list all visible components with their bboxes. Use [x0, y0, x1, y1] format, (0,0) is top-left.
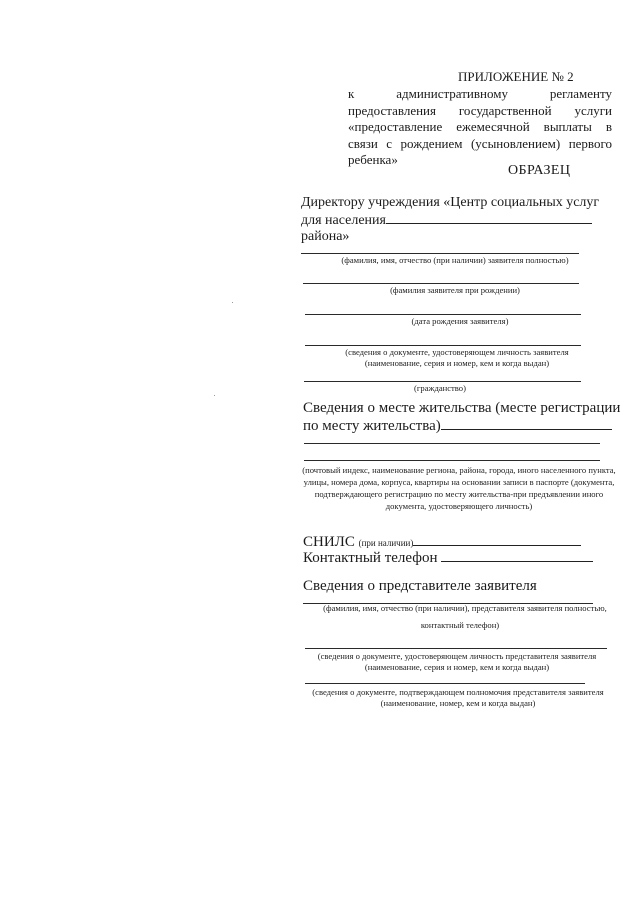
scan-speck: [214, 395, 215, 396]
appendix-title: ПРИЛОЖЕНИЕ № 2: [458, 69, 574, 84]
applicant-birth-date-line[interactable]: [305, 314, 581, 315]
appendix-reference: к административному регламенту предоставления государственной услуги «предоставление ежемесячной выплаты в связи с рождением (усыновлением) первого ребенка»: [348, 86, 612, 167]
phone-row: [303, 549, 593, 567]
residence-line-extra-1[interactable]: [304, 443, 600, 444]
addressee-line-1: Директору учреждения «Центр социальных услуг: [301, 195, 600, 210]
applicant-citizenship-caption: (гражданство): [414, 383, 466, 393]
addressee-line-3: района»: [301, 229, 350, 244]
district-field[interactable]: [386, 211, 592, 224]
addressee-line-2: [301, 211, 592, 229]
applicant-citizenship-line[interactable]: [304, 381, 581, 382]
residence-field[interactable]: [441, 417, 612, 430]
representative-title: Сведения о представителе заявителя: [303, 578, 537, 594]
applicant-full-name-caption: (фамилия, имя, отчество (при наличии) заявителя полностью): [341, 255, 569, 265]
applicant-birth-name-caption: (фамилия заявителя при рождении): [390, 285, 520, 295]
applicant-id-doc-line[interactable]: [305, 345, 581, 346]
phone-field[interactable]: [441, 549, 593, 562]
representative-id-doc-line[interactable]: [305, 648, 607, 649]
residence-line-2: [303, 417, 612, 435]
addressee-line-2-label: для населения: [301, 213, 386, 228]
applicant-id-doc-caption: (сведения о документе, удостоверяющем личность заявителя (наименование, серия и номер, кем и когда выдан): [345, 347, 569, 368]
snils-label: СНИЛС: [303, 534, 355, 550]
residence-line-extra-2[interactable]: [304, 460, 600, 461]
representative-authority-line[interactable]: [305, 683, 585, 684]
snils-note: (при наличии): [358, 538, 414, 548]
residence-line-1: Сведения о месте жительства (месте регистрации: [303, 400, 621, 416]
applicant-full-name-line[interactable]: [301, 253, 579, 254]
applicant-birth-date-caption: (дата рождения заявителя): [411, 316, 509, 326]
representative-phone-caption: контактный телефон): [420, 620, 500, 630]
representative-name-caption: (фамилия, имя, отчество (при наличии), представителя заявителя полностью,: [323, 603, 607, 613]
snils-field[interactable]: [413, 533, 581, 546]
representative-authority-caption: (сведения о документе, подтверждающем полномочия представителя заявителя (наименование, номер, кем и когда выдан): [312, 687, 604, 708]
phone-label: Контактный телефон: [303, 550, 438, 566]
residence-line-2-label: по месту жительства): [303, 418, 441, 434]
sample-stamp: ОБРАЗЕЦ: [508, 163, 571, 178]
scan-speck: [232, 302, 233, 303]
residence-caption: (почтовый индекс, наименование региона, района, города, иного населенного пункта, улицы, номера дома, корпуса, квартиры на основании записи в паспорте (документа, подтверждающего регистрацию по месту жительства-при предъявлении иного документа, удостоверяющего личность): [302, 465, 616, 511]
applicant-birth-name-line[interactable]: [303, 283, 579, 284]
representative-id-doc-caption: (сведения о документе, удостоверяющем личность представителя заявителя (наименование, серия и номер, кем и когда выдан): [317, 651, 597, 672]
